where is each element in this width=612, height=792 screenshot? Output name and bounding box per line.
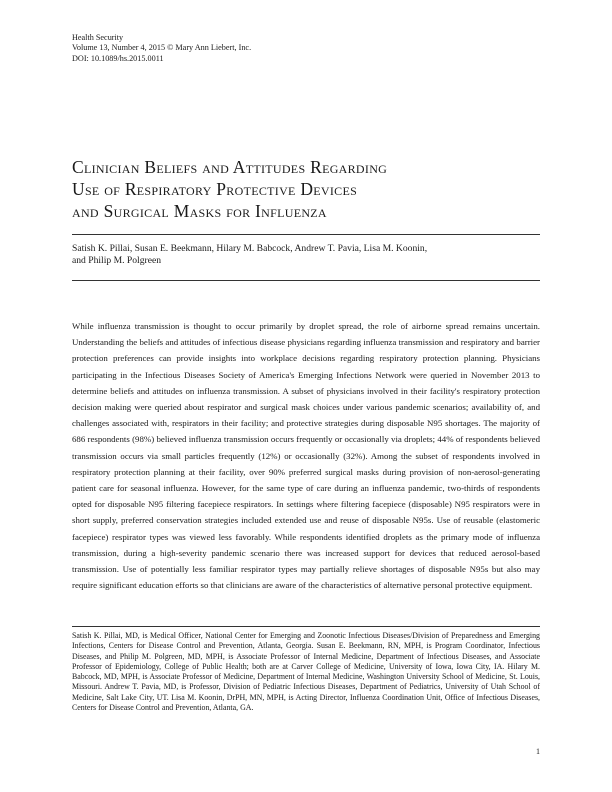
volume-line: Volume 13, Number 4, 2015 © Mary Ann Liebert, Inc.: [72, 43, 252, 53]
author-divider: [72, 280, 540, 281]
journal-header: [72, 33, 251, 64]
journal-name: Health Security: [72, 33, 124, 42]
article-title: [72, 156, 542, 222]
page-number: 1: [536, 747, 540, 756]
author-list: [72, 243, 540, 268]
title-line-3: and Surgical Masks for Influenza: [72, 201, 327, 221]
abstract: While influenza transmission is thought to occur primarily by droplet spread, the role of airborne spread remains uncertain. Understanding the beliefs and attitudes of infectious disease physicians regarding influenza transmission and respiratory and barrier protection preferences can provide insights into workplace decisions regarding respiratory protection planning. Physicians participating in the Infectious Diseases Society of America's Emerging Infections Network were queried in November 2013 to determine beliefs and attitudes on influenza transmission. A subset of physicians involved in their facility's respiratory protection decision making were queried about respirator and surgical mask choices under various pandemic scenarios; availability of, and challenges associated with, respirators in their facility; and protective strategies during disposable N95 shortages. The majority of 686 respondents (98%) believed influenza transmission occurs frequently or occasionally via droplets; 44% of respondents believed transmission occurs via small particles frequently (12%) or occasionally (32%). Among the subset of respondents involved in respiratory protection planning at their facility, over 90% preferred surgical masks during provision of non-aerosol-generating patient care for seasonal influenza. However, for the same type of care during an influenza pandemic, two-thirds of respondents opted for disposable N95 filtering facepiece respirators. In settings where filtering facepiece (disposable) N95 respirators were in short supply, preferred conservation strategies included extended use and reuse of disposable N95s. Use of reusable (elastomeric facepiece) respirator types was viewed less favorably. While respondents identified droplets as the primary mode of influenza transmission, during a high-severity pandemic scenario there was increased support for devices that reduced aerosol-based transmission. Use of potentially less familiar respirator types may partially relieve shortages of disposable N95s but also may require significant education efforts so that clinicians are aware of the characteristics of alternative personal protective equipment.: [72, 321, 540, 591]
title-line-2: Use of Respiratory Protective Devices: [72, 179, 358, 199]
footnote-divider: [72, 626, 540, 627]
doi: DOI: 10.1089/hs.2015.0011: [72, 53, 164, 63]
author-line-1: Satish K. Pillai, Susan E. Beekmann, Hilary M. Babcock, Andrew T. Pavia, Lisa M. Koonin,: [72, 243, 428, 254]
author-line-2: and Philip M. Polgreen: [72, 255, 162, 267]
title-line-1: Clinician Beliefs and Attitudes Regarding: [72, 157, 388, 177]
author-affiliations: Satish K. Pillai, MD, is Medical Officer, National Center for Emerging and Zoonotic Infectious Diseases/Division of Preparedness and Emerging Infections, Centers for Disease Control and Prevention, Atlanta, Georgia. Susan E. Beekmann, RN, MPH, is Program Coordinator, Infectious Diseases, and Philip M. Polgreen, MD, MPH, is Associate Professor of Internal Medicine, Department of Infectious Diseases, and Associate Professor of Epidemiology, College of Public Health; both are at Carver College of Medicine, University of Iowa, Iowa City, IA. Hilary M. Babcock, MD, MPH, is Associate Professor of Medicine, Department of Internal Medicine, Washington University School of Medicine, St. Louis, Missouri. Andrew T. Pavia, MD, is Professor, Division of Pediatric Infectious Diseases, Department of Pediatrics, University of Utah School of Medicine, Salt Lake City, UT. Lisa M. Koonin, DrPH, MN, MPH, is Acting Director, Influenza Coordination Unit, Office of Infectious Diseases, Centers for Disease Control and Prevention, Atlanta, GA.: [72, 631, 540, 713]
title-divider: [72, 234, 540, 235]
